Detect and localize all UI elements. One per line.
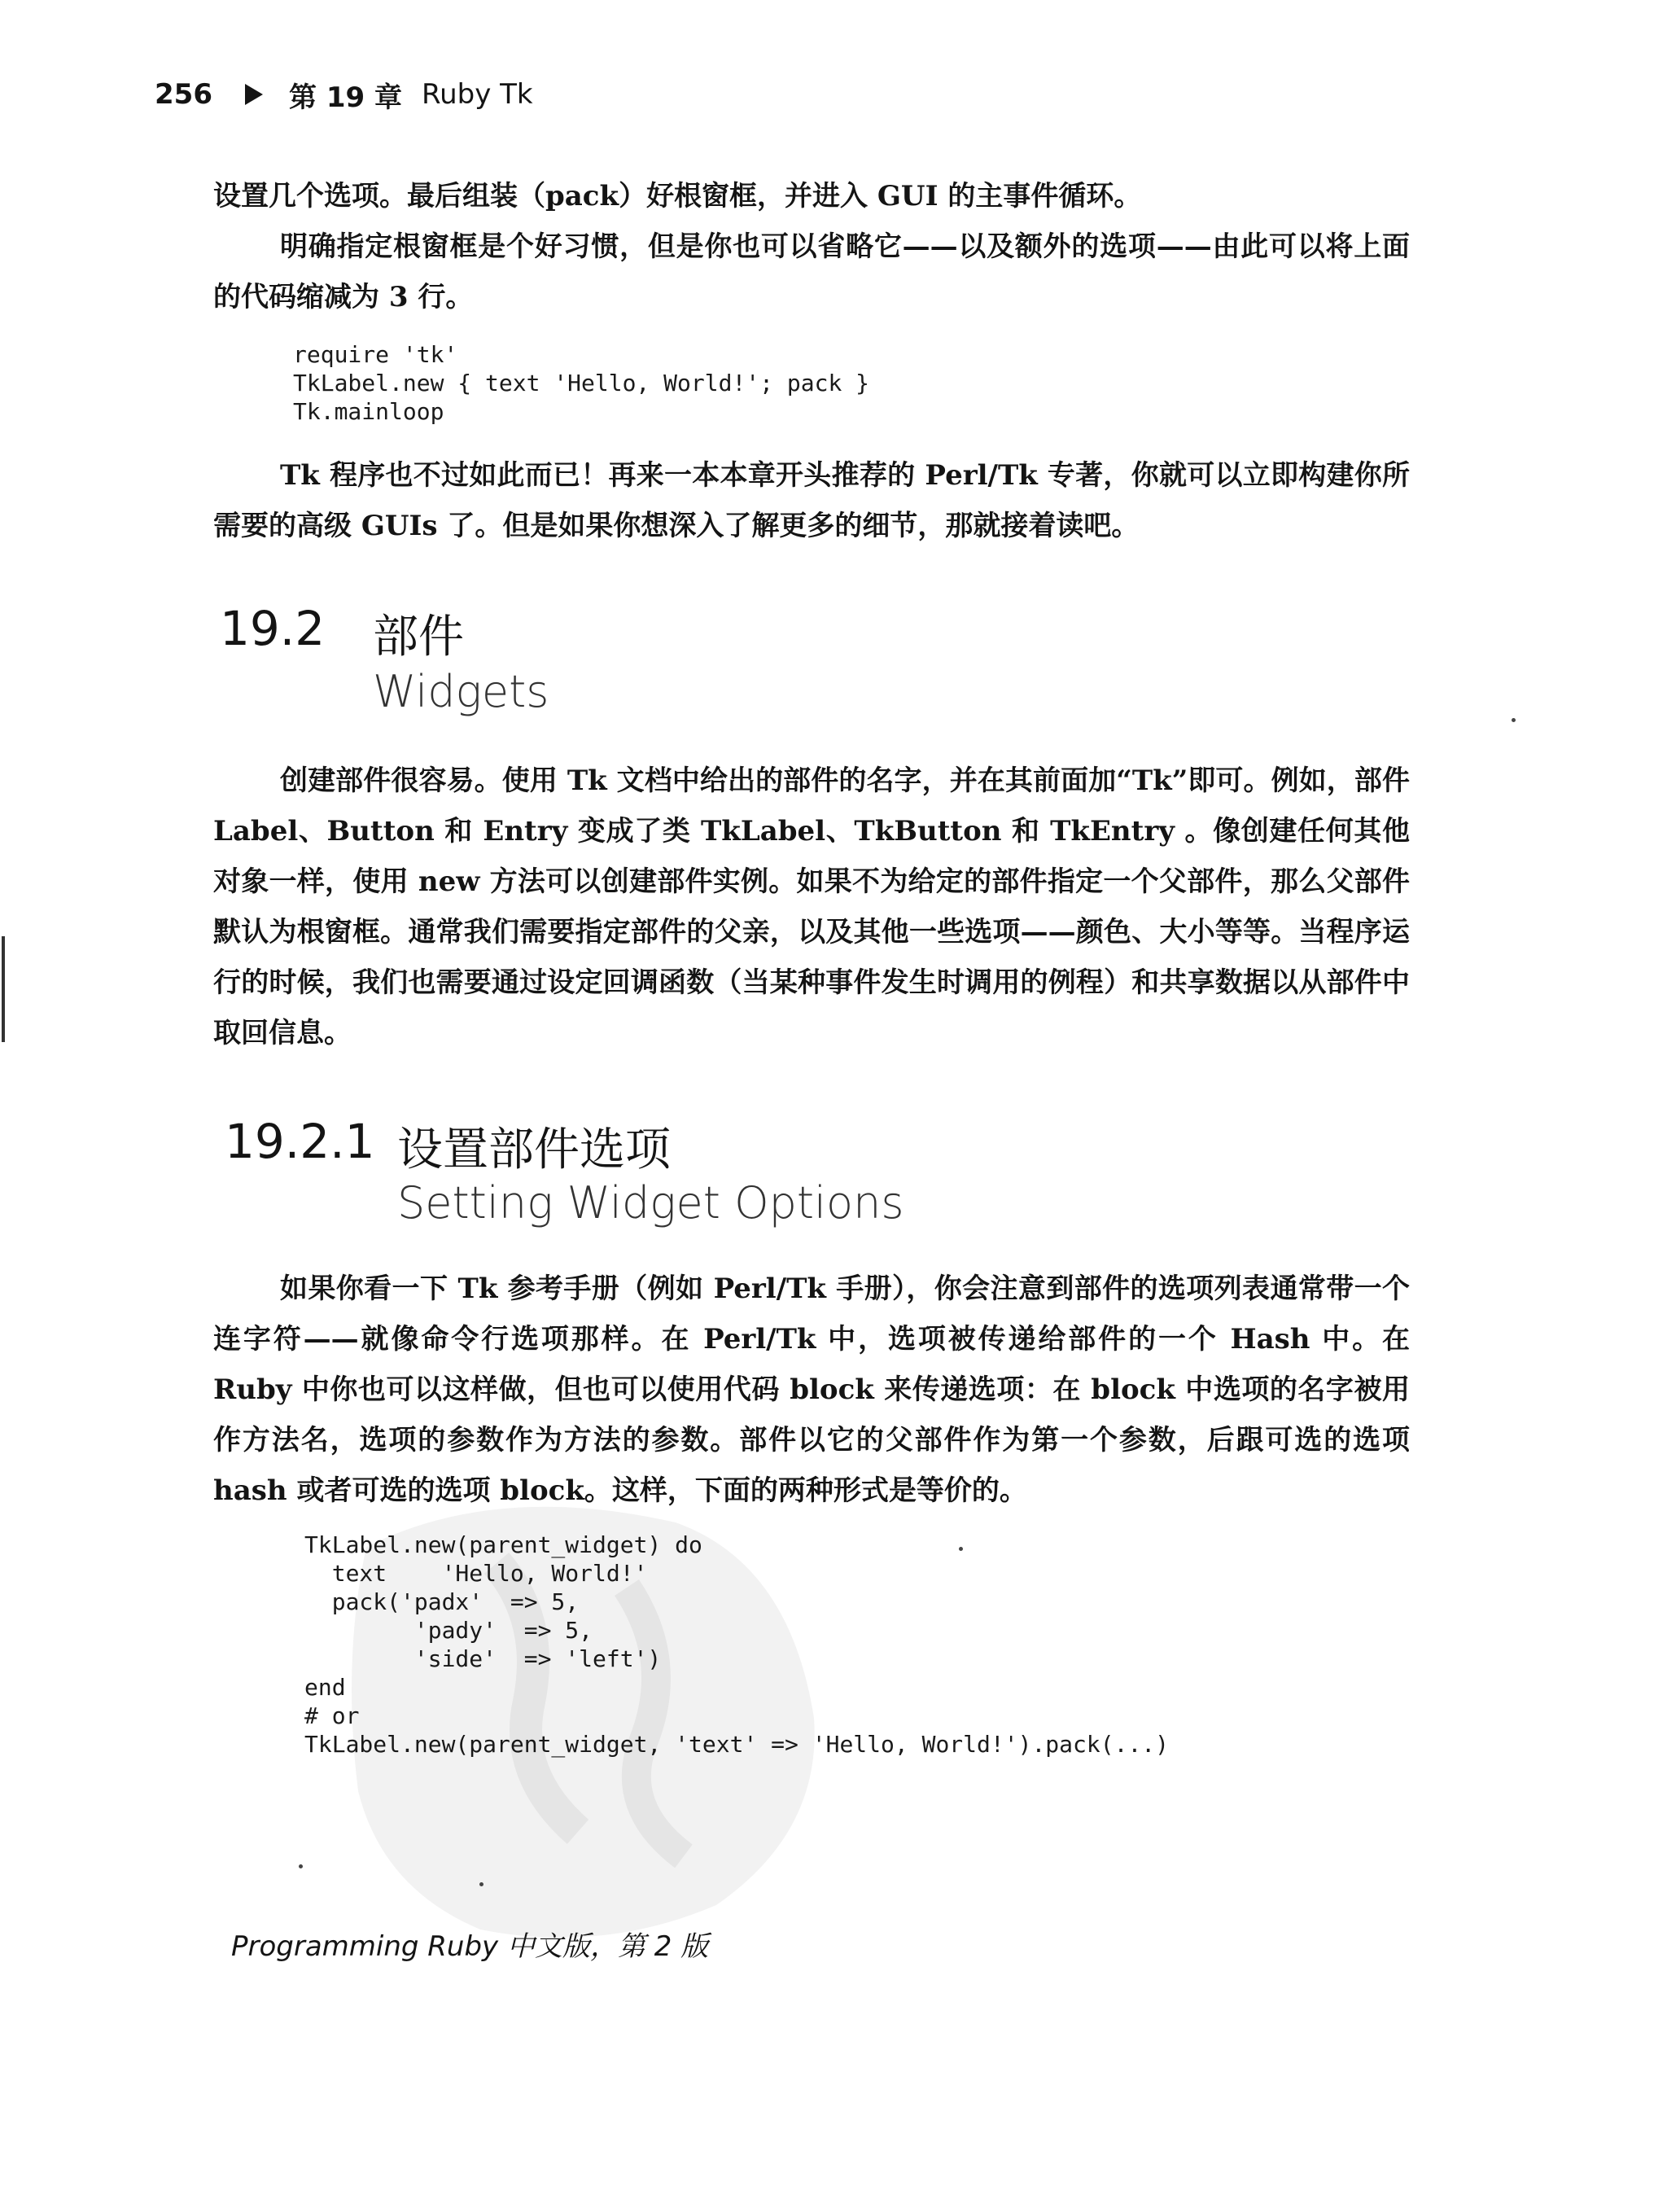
scan-margin-mark [2, 936, 5, 1042]
scan-speck [299, 1864, 303, 1868]
code-line: 'side' => 'left') [304, 1645, 662, 1672]
code-line: # or [304, 1702, 360, 1729]
code-line: TkLabel.new(parent_widget, 'text' => 'Hello, World!').pack(...) [304, 1731, 1170, 1758]
code-block-1 [293, 340, 869, 426]
code-line: text 'Hello, World!' [304, 1560, 648, 1587]
subsection-title-en: Setting Widget Options [397, 1177, 904, 1229]
code-line: 'pady' => 5, [304, 1617, 593, 1644]
code-line: require 'tk' [293, 341, 458, 368]
subsection-title-zh: 设置部件选项 [397, 1124, 671, 1176]
section-title-en: Widgets [373, 666, 549, 717]
triangle-icon [245, 84, 263, 105]
code-line: Tk.mainloop [293, 398, 444, 425]
intro-paragraph-1: 设置几个选项。最后组装（pack）好根窗框，并进入 GUI 的主事件循环。 [213, 180, 1142, 212]
intro-paragraph-2: 明确指定根窗框是个好习惯，但是你也可以省略它——以及额外的选项——由此可以将上面的代码缩减为 3 行。 [213, 230, 1410, 313]
intro-paragraph-3: Tk 程序也不过如此而已！再来一本本章开头推荐的 Perl/Tk 专著，你就可以立即构建你所需要的高级 GUIs 了。但是如果你想深入了解更多的细节，那就接着读吧。 [213, 459, 1410, 542]
footer-book-title: Programming Ruby 中文版，第 2 版 [231, 1930, 709, 1963]
code-line: end [304, 1674, 346, 1701]
page-number: 256 [155, 78, 212, 111]
scan-speck [959, 1547, 963, 1551]
code-line: pack('padx' => 5, [304, 1588, 580, 1615]
running-header [155, 70, 533, 119]
scan-speck [1512, 718, 1516, 722]
scan-speck [479, 1882, 483, 1886]
widgets-paragraph: 创建部件很容易。使用 Tk 文档中给出的部件的名字，并在其前面加“Tk”即可。例如，部件 Label、Button 和 Entry 变成了类 TkLabel、TkButton 和 TkEntry 。像创建任何其他对象一样，使用 new 方法可以创建部件实例。如果不为给定的部件指定一个父部件，那么父部件默认为根窗框。通常我们需要指定部件的父亲，以及其他一些选项——颜色、大小等等。当程序运行的时候，我们也需要通过设定回调函数（当某种事件发生时调用的例程）和共享数据以从部件中取回信息。 [213, 764, 1410, 1049]
section-number: 19.2 [220, 601, 326, 656]
chapter-label: 第 19 章 [288, 81, 402, 114]
options-paragraph: 如果你看一下 Tk 参考手册（例如 Perl/Tk 手册），你会注意到部件的选项列表通常带一个连字符——就像命令行选项那样。在 Perl/Tk 中，选项被传递给部件的一个 Hash 中。在 Ruby 中你也可以这样做，但也可以使用代码 block 来传递选项：在 block 中选项的名字被用作方法名，选项的参数作为方法的参数。部件以它的父部件作为第一个参数，后跟可选的选项 hash 或者可选的选项 block。这样，下面的两种形式是等价的。 [213, 1272, 1410, 1507]
watermark-stamp [334, 1449, 838, 1954]
section-title-zh: 部件 [373, 611, 464, 664]
code-line: TkLabel.new(parent_widget) do [304, 1531, 702, 1558]
chapter-topic: Ruby Tk [421, 78, 533, 111]
code-line: TkLabel.new { text 'Hello, World!'; pack } [293, 370, 870, 396]
subsection-number: 19.2.1 [225, 1114, 375, 1169]
